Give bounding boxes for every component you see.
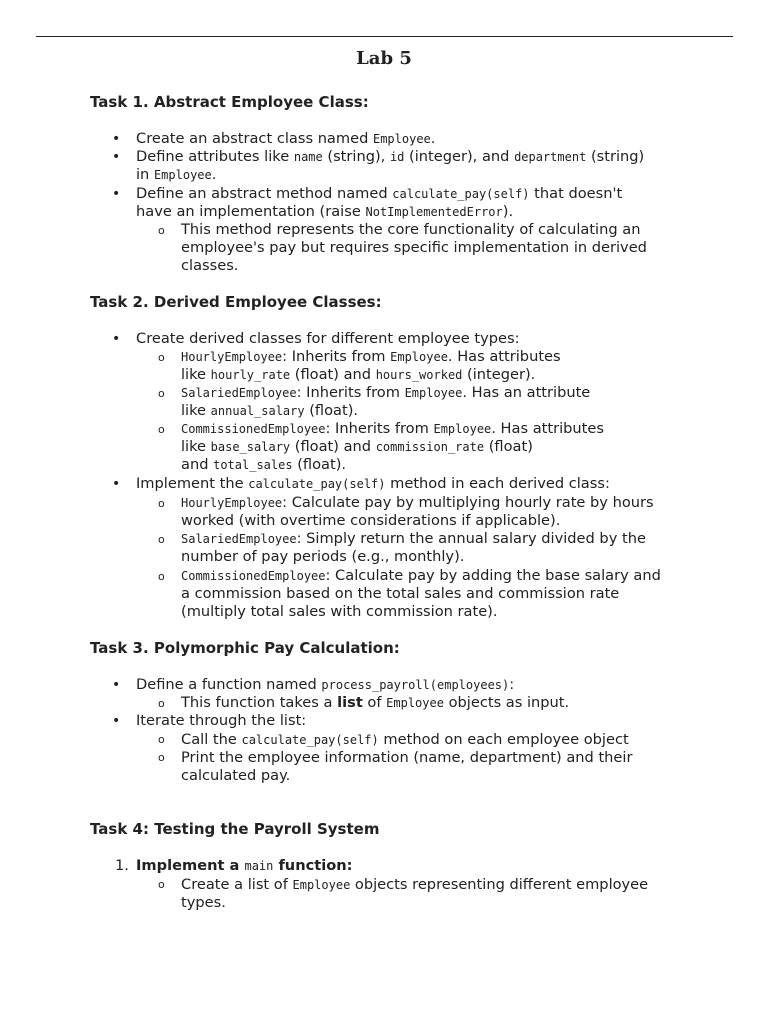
top-rule: [36, 36, 733, 37]
bullet-marker: •: [112, 331, 121, 347]
list-number: 1.: [115, 857, 129, 874]
bullet-marker: •: [112, 186, 121, 202]
task3-subitem-3: Print the employee information (name, department) and their calculated pay.: [181, 749, 633, 784]
task1-subitem-1: This method represents the core functionality of calculating an employee's pay but requires specific implementation in derived classes.: [181, 221, 647, 274]
sub-bullet-marker: o: [158, 497, 165, 510]
task4-heading: Task 4: Testing the Payroll System: [90, 820, 380, 838]
task1-item-2: Define attributes like name (string), id (integer), and department (string) in Employee.: [136, 148, 645, 183]
task2-salaried-pay: SalariedEmployee: Simply return the annual salary divided by the number of pay periods (e.g., monthly).: [181, 530, 646, 565]
sub-bullet-marker: o: [158, 224, 165, 237]
task1-item-3: Define an abstract method named calculate_pay(self) that doesn't have an implementation (raise NotImplementedError).: [136, 185, 623, 220]
sub-bullet-marker: o: [158, 751, 165, 764]
sub-bullet-marker: o: [158, 878, 165, 891]
bullet-marker: •: [112, 476, 121, 492]
bullet-marker: •: [112, 677, 121, 693]
task2-item-1: Create derived classes for different employee types:: [136, 330, 520, 347]
task3-subitem-1: This function takes a list of Employee objects as input.: [181, 694, 570, 711]
task2-heading: Task 2. Derived Employee Classes:: [90, 293, 382, 311]
task1-item-1: Create an abstract class named Employee.: [136, 130, 436, 147]
task4-subitem-1: Create a list of Employee objects representing different employee types.: [181, 876, 649, 911]
bullet-marker: •: [112, 131, 121, 147]
sub-bullet-marker: o: [158, 570, 165, 583]
sub-bullet-marker: o: [158, 351, 165, 364]
task2-item-2: Implement the calculate_pay(self) method in each derived class:: [136, 475, 610, 492]
bullet-marker: •: [112, 713, 121, 729]
task3-item-2: Iterate through the list:: [136, 712, 307, 729]
task2-commissioned-class: CommissionedEmployee: Inherits from Employee. Has attributes like base_salary (float) and commission_rate (float) and total_sales (float).: [181, 420, 604, 473]
sub-bullet-marker: o: [158, 697, 165, 710]
bullet-marker: •: [112, 149, 121, 165]
task3-heading: Task 3. Polymorphic Pay Calculation:: [90, 639, 400, 657]
page-title: Lab 5: [356, 48, 412, 69]
task3-item-1: Define a function named process_payroll(employees):: [136, 676, 515, 693]
task2-commissioned-pay: CommissionedEmployee: Calculate pay by adding the base salary and a commission based on the total sales and commission rate (multiply total sales with commission rate).: [181, 567, 661, 620]
sub-bullet-marker: o: [158, 387, 165, 400]
task4-item-1: Implement a main function:: [136, 857, 353, 874]
sub-bullet-marker: o: [158, 423, 165, 436]
task2-hourly-class: HourlyEmployee: Inherits from Employee. Has attributes like hourly_rate (float) and hours_worked (integer).: [181, 348, 561, 383]
task3-subitem-2: Call the calculate_pay(self) method on each employee object: [181, 731, 629, 748]
task2-salaried-class: SalariedEmployee: Inherits from Employee. Has an attribute like annual_salary (float).: [181, 384, 591, 419]
sub-bullet-marker: o: [158, 533, 165, 546]
sub-bullet-marker: o: [158, 733, 165, 746]
task1-heading: Task 1. Abstract Employee Class:: [90, 93, 369, 111]
task2-hourly-pay: HourlyEmployee: Calculate pay by multiplying hourly rate by hours worked (with overtime considerations if applicable).: [181, 494, 654, 529]
